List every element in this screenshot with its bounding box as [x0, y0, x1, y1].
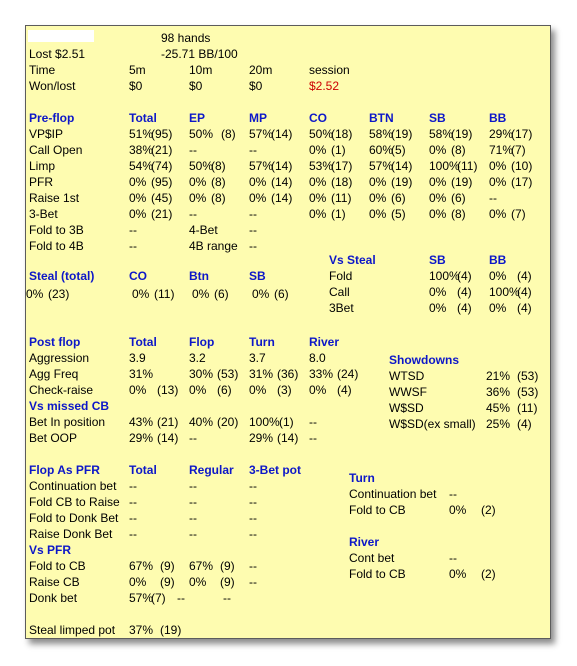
preflop-cell: 38% [129, 143, 154, 157]
vs-pfr-cell: 67% [129, 559, 154, 573]
steal-value: 0% [26, 287, 44, 301]
steal-value: (6) [274, 287, 289, 301]
preflop-cell: (21) [151, 207, 173, 221]
showdown-value: 25% [486, 417, 511, 431]
hands-count: 98 hands [161, 31, 211, 45]
preflop-cell: (95) [151, 127, 173, 141]
preflop-cell: -- [249, 239, 257, 253]
vs-pfr-row-label: Raise CB [29, 575, 80, 589]
preflop-cell: 0% [249, 191, 267, 205]
preflop-header: EP [189, 111, 206, 125]
time-label: Time [29, 63, 56, 77]
vs-missed-cb-cell: (20) [217, 415, 239, 429]
vs-pfr-cell: -- [249, 575, 257, 589]
vs-missed-cb-cell: 43% [129, 415, 154, 429]
vs-steal-cell: 100% [429, 269, 460, 283]
preflop-cell: (17) [511, 175, 533, 189]
flop-pfr-cell: -- [189, 527, 197, 541]
preflop-cell: 0% [429, 191, 447, 205]
wonlost-value: $0 [249, 79, 263, 93]
vs-missed-cb-row-label: Bet In position [29, 415, 106, 429]
showdown-count: (53) [517, 385, 539, 399]
vs-steal-row-label: Fold [329, 269, 353, 283]
flop-pfr-title: Flop As PFR [29, 463, 100, 477]
preflop-cell: 58% [429, 127, 454, 141]
vs-missed-cb-cell: (14) [157, 431, 179, 445]
vs-pfr-cell: (9) [220, 559, 235, 573]
preflop-header: BTN [369, 111, 394, 125]
time-header: 10m [189, 63, 213, 77]
preflop-cell: (7) [511, 143, 526, 157]
showdown-count: (4) [517, 417, 532, 431]
steal-limped-label: Steal limped pot [29, 623, 116, 637]
preflop-cell: 71% [489, 143, 514, 157]
vs-steal-cell: (4) [457, 301, 472, 315]
preflop-cell: 29% [489, 127, 514, 141]
vs-steal-cell: (4) [457, 269, 472, 283]
preflop-cell: 0% [129, 175, 147, 189]
preflop-cell: 0% [189, 191, 207, 205]
turn-value: 0% [449, 503, 467, 517]
vs-pfr-row-label: Donk bet [29, 591, 78, 605]
preflop-header: BB [489, 111, 507, 125]
steal-title: Steal (total) [29, 269, 95, 283]
preflop-cell: (1) [331, 143, 346, 157]
preflop-cell: (11) [457, 159, 478, 173]
river-row-label: Cont bet [349, 551, 395, 565]
vs-steal-cell: (4) [517, 301, 532, 315]
preflop-cell: 50% [189, 127, 214, 141]
preflop-cell: (14) [271, 175, 293, 189]
player-name-field [28, 30, 94, 42]
preflop-cell: 0% [429, 175, 447, 189]
vs-missed-cb-cell: -- [309, 415, 317, 429]
preflop-cell: (19) [391, 127, 413, 141]
flop-pfr-cell: -- [249, 495, 257, 509]
flop-pfr-cell: -- [249, 527, 257, 541]
postflop-cell: 31% [249, 367, 274, 381]
turn-value: -- [449, 487, 457, 501]
flop-pfr-header: Total [129, 463, 157, 477]
preflop-cell: 0% [489, 159, 507, 173]
preflop-cell: -- [249, 143, 257, 157]
postflop-row-label: Aggression [29, 351, 90, 365]
preflop-cell: (19) [391, 175, 413, 189]
vs-pfr-cell: (9) [160, 575, 175, 589]
preflop-cell: 50% [189, 159, 214, 173]
showdown-row-label: W$SD [389, 401, 424, 415]
river-value: -- [449, 551, 457, 565]
preflop-cell: (5) [391, 143, 406, 157]
postflop-row-label: Check-raise [29, 383, 94, 397]
preflop-cell: 57% [369, 159, 394, 173]
river-count: (2) [481, 567, 496, 581]
turn-row-label: Fold to CB [349, 503, 406, 517]
preflop-cell: 0% [429, 207, 447, 221]
vs-pfr-cell: 0% [129, 575, 147, 589]
preflop-cell: (19) [451, 127, 473, 141]
steal-header: SB [249, 269, 266, 283]
vs-pfr-cell: -- [249, 559, 257, 573]
steal-value: 0% [132, 287, 150, 301]
vs-steal-title: Vs Steal [329, 253, 376, 267]
vs-pfr-cell: 0% [189, 575, 207, 589]
preflop-cell: (18) [331, 127, 353, 141]
preflop-header: Total [129, 111, 157, 125]
vs-missed-cb-cell: -- [189, 431, 197, 445]
preflop-row-label: Limp [29, 159, 56, 173]
flop-pfr-row-label: Fold CB to Raise [29, 495, 120, 509]
turn-title: Turn [349, 471, 375, 485]
preflop-header: MP [249, 111, 267, 125]
flop-pfr-row-label: Fold to Donk Bet [29, 511, 119, 525]
vs-missed-cb-title: Vs missed CB [29, 399, 110, 413]
vs-steal-cell: (4) [457, 285, 472, 299]
vs-missed-cb-cell: 29% [129, 431, 154, 445]
preflop-cell: 0% [489, 175, 507, 189]
vs-missed-cb-cell: 29% [249, 431, 274, 445]
steal-value: 0% [192, 287, 210, 301]
wonlost-label: Won/lost [29, 79, 76, 93]
preflop-cell: 0% [129, 191, 147, 205]
steal-limped-count: (19) [160, 623, 182, 637]
showdown-count: (11) [517, 401, 538, 415]
preflop-cell: -- [189, 143, 197, 157]
vs-steal-header: SB [429, 253, 446, 267]
preflop-row-label: Raise 1st [29, 191, 80, 205]
preflop-cell: (11) [331, 191, 352, 205]
preflop-cell: (8) [451, 143, 466, 157]
preflop-cell: (21) [151, 143, 173, 157]
preflop-cell: (8) [221, 127, 236, 141]
vs-pfr-cell: 67% [189, 559, 214, 573]
postflop-title: Post flop [29, 335, 81, 349]
postflop-cell: 3.2 [189, 351, 206, 365]
river-title: River [349, 535, 380, 549]
preflop-cell: (6) [451, 191, 466, 205]
preflop-cell: (14) [271, 191, 293, 205]
vs-missed-cb-cell: -- [309, 431, 317, 445]
postflop-cell: 30% [189, 367, 214, 381]
lost-amount: Lost $2.51 [29, 47, 86, 61]
preflop-cell: (8) [211, 175, 226, 189]
preflop-cell: 0% [369, 191, 387, 205]
showdown-value: 21% [486, 369, 511, 383]
postflop-header: Flop [189, 335, 215, 349]
postflop-cell: 0% [189, 383, 207, 397]
postflop-cell: (36) [277, 367, 299, 381]
preflop-cell: (5) [391, 207, 406, 221]
steal-limped-value: 37% [129, 623, 154, 637]
vs-missed-cb-cell: 100% [249, 415, 280, 429]
river-row-label: Fold to CB [349, 567, 406, 581]
showdowns-title: Showdowns [389, 353, 459, 367]
steal-value: (23) [48, 287, 70, 301]
steal-value: (6) [214, 287, 229, 301]
preflop-cell: -- [189, 207, 197, 221]
vs-steal-row-label: Call [329, 285, 350, 299]
vs-steal-header: BB [489, 253, 507, 267]
preflop-cell: (14) [271, 127, 293, 141]
preflop-cell: (74) [151, 159, 173, 173]
flop-pfr-row-label: Raise Donk Bet [29, 527, 113, 541]
preflop-cell: 58% [369, 127, 394, 141]
steal-value: (11) [154, 287, 175, 301]
preflop-cell: 57% [249, 159, 274, 173]
vs-missed-cb-cell: (14) [277, 431, 299, 445]
preflop-cell: (14) [391, 159, 413, 173]
time-header: 5m [129, 63, 146, 77]
vs-pfr-cell: -- [223, 591, 231, 605]
steal-header: CO [129, 269, 147, 283]
postflop-header: Total [129, 335, 157, 349]
wonlost-value: $2.52 [309, 79, 340, 93]
preflop-cell: -- [129, 239, 137, 253]
postflop-cell: (6) [217, 383, 232, 397]
vs-pfr-cell: 57% [129, 591, 154, 605]
preflop-cell: 0% [309, 143, 327, 157]
preflop-cell: (18) [331, 175, 353, 189]
vs-steal-cell: (4) [517, 269, 532, 283]
time-header: session [309, 63, 350, 77]
postflop-header: Turn [249, 335, 275, 349]
wonlost-value: $0 [189, 79, 203, 93]
preflop-cell: (95) [151, 175, 173, 189]
preflop-row-label: 3-Bet [29, 207, 58, 221]
time-header: 20m [249, 63, 273, 77]
vs-missed-cb-cell: (21) [157, 415, 179, 429]
vs-steal-cell: 0% [489, 301, 507, 315]
vs-pfr-cell: (9) [220, 575, 235, 589]
preflop-cell: (17) [511, 127, 533, 141]
preflop-row-label: VP$IP [29, 127, 64, 141]
wonlost-value: $0 [129, 79, 143, 93]
postflop-cell: 3.7 [249, 351, 266, 365]
flop-pfr-cell: -- [189, 495, 197, 509]
showdown-value: 45% [486, 401, 511, 415]
preflop-cell: 57% [249, 127, 274, 141]
preflop-cell: -- [489, 191, 497, 205]
postflop-cell: 0% [249, 383, 267, 397]
vs-missed-cb-cell: 40% [189, 415, 214, 429]
preflop-cell: (10) [511, 159, 533, 173]
flop-pfr-cell: -- [249, 479, 257, 493]
flop-pfr-header: 3-Bet pot [249, 463, 301, 477]
preflop-cell: 51% [129, 127, 154, 141]
postflop-cell: 0% [129, 383, 147, 397]
preflop-cell: -- [249, 223, 257, 237]
postflop-cell: (13) [157, 383, 179, 397]
preflop-cell: 53% [309, 159, 334, 173]
flop-pfr-cell: -- [129, 527, 137, 541]
flop-pfr-cell: -- [129, 511, 137, 525]
postflop-header: River [309, 335, 340, 349]
preflop-cell: 0% [249, 175, 267, 189]
preflop-cell: 0% [369, 207, 387, 221]
preflop-header: SB [429, 111, 446, 125]
vs-missed-cb-cell: (1) [279, 415, 294, 429]
flop-pfr-cell: -- [189, 511, 197, 525]
vs-missed-cb-row-label: Bet OOP [29, 431, 78, 445]
vs-pfr-cell: -- [177, 591, 185, 605]
preflop-row-label: PFR [29, 175, 53, 189]
bb-per-100: -25.71 BB/100 [161, 47, 238, 61]
vs-steal-cell: 100% [489, 285, 520, 299]
preflop-cell: (7) [511, 207, 526, 221]
postflop-row-label: Agg Freq [29, 367, 79, 381]
preflop-cell: (8) [211, 191, 226, 205]
flop-pfr-cell: -- [129, 495, 137, 509]
vs-pfr-row-label: Fold to CB [29, 559, 86, 573]
postflop-cell: (4) [337, 383, 352, 397]
steal-value: 0% [252, 287, 270, 301]
postflop-cell: 8.0 [309, 351, 326, 365]
postflop-cell: 3.9 [129, 351, 146, 365]
preflop-row-label: Fold to 3B [29, 223, 84, 237]
vs-steal-row-label: 3Bet [329, 301, 354, 315]
preflop-cell: (8) [451, 207, 466, 221]
preflop-cell: (45) [151, 191, 173, 205]
preflop-cell: 0% [489, 207, 507, 221]
showdown-value: 36% [486, 385, 511, 399]
preflop-cell: 100% [429, 159, 460, 173]
preflop-cell: (1) [331, 207, 346, 221]
preflop-cell: -- [249, 207, 257, 221]
flop-pfr-cell: -- [249, 511, 257, 525]
showdown-row-label: WWSF [389, 385, 427, 399]
flop-pfr-row-label: Continuation bet [29, 479, 117, 493]
preflop-title: Pre-flop [29, 111, 75, 125]
turn-row-label: Continuation bet [349, 487, 437, 501]
preflop-cell: (6) [391, 191, 406, 205]
showdown-row-label: W$SD(ex small) [389, 417, 476, 431]
turn-count: (2) [481, 503, 496, 517]
preflop-cell: (17) [331, 159, 353, 173]
preflop-cell: 0% [429, 143, 447, 157]
preflop-cell: 0% [189, 175, 207, 189]
postflop-cell: 0% [309, 383, 327, 397]
postflop-cell: (53) [217, 367, 239, 381]
preflop-row-label: Call Open [29, 143, 83, 157]
preflop-cell: 50% [309, 127, 334, 141]
vs-steal-cell: 0% [429, 285, 447, 299]
river-value: 0% [449, 567, 467, 581]
postflop-cell: 33% [309, 367, 334, 381]
preflop-cell: 0% [309, 175, 327, 189]
preflop-cell: 4B range [189, 239, 238, 253]
vs-steal-cell: 0% [489, 269, 507, 283]
postflop-cell: 31% [129, 367, 154, 381]
preflop-row-label: Fold to 4B [29, 239, 84, 253]
showdown-count: (53) [517, 369, 539, 383]
stats-hud-panel [25, 25, 551, 639]
preflop-cell: 60% [369, 143, 394, 157]
flop-pfr-cell: -- [189, 479, 197, 493]
preflop-cell: 0% [309, 207, 327, 221]
vs-steal-cell: (4) [517, 285, 532, 299]
preflop-header: CO [309, 111, 327, 125]
preflop-cell: (8) [211, 159, 226, 173]
showdown-row-label: WTSD [389, 369, 425, 383]
postflop-cell: (3) [277, 383, 292, 397]
postflop-cell: (24) [337, 367, 359, 381]
vs-steal-cell: 0% [429, 301, 447, 315]
preflop-cell: 4-Bet [189, 223, 218, 237]
preflop-cell: 0% [369, 175, 387, 189]
vs-pfr-title: Vs PFR [29, 543, 72, 557]
steal-header: Btn [189, 269, 209, 283]
preflop-cell: 54% [129, 159, 154, 173]
flop-pfr-cell: -- [129, 479, 137, 493]
preflop-cell: 0% [309, 191, 327, 205]
flop-pfr-header: Regular [189, 463, 234, 477]
preflop-cell: -- [129, 223, 137, 237]
preflop-cell: (14) [271, 159, 293, 173]
preflop-cell: (19) [451, 175, 473, 189]
vs-pfr-cell: (7) [151, 591, 166, 605]
vs-pfr-cell: (9) [160, 559, 175, 573]
preflop-cell: 0% [129, 207, 147, 221]
